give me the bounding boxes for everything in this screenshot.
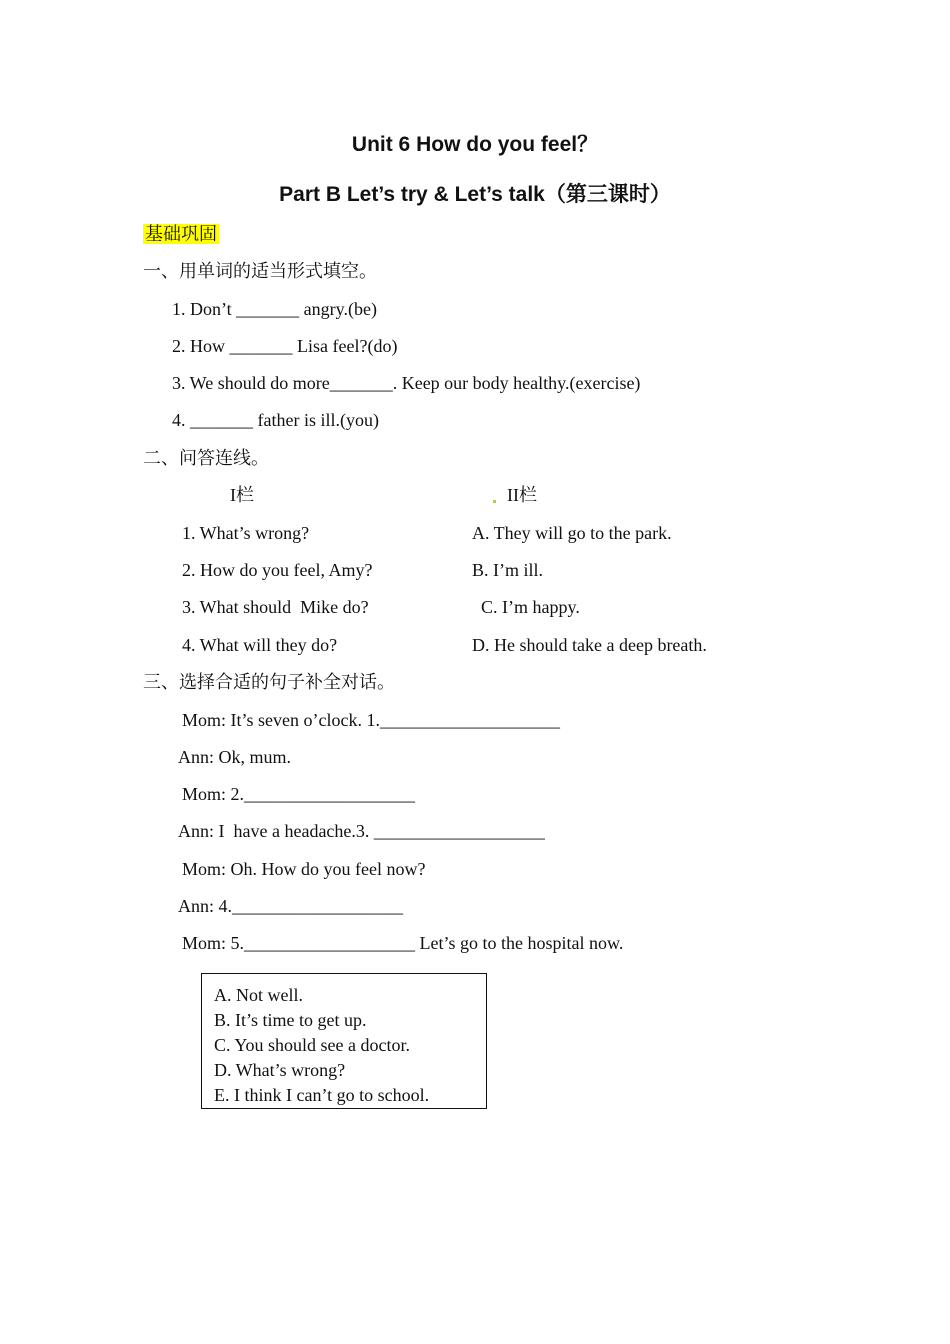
page-subtitle: Part B Let’s try & Let’s talk（第三课时） bbox=[279, 183, 671, 206]
dialogue-line-6: Ann: 4.___________________ bbox=[178, 896, 403, 916]
option-b: B. It’s time to get up. bbox=[214, 1010, 367, 1030]
option-e: E. I think I can’t go to school. bbox=[214, 1085, 430, 1105]
dialogue-line-3: Mom: 2.___________________ bbox=[182, 784, 416, 804]
option-c: C. You should see a doctor. bbox=[214, 1035, 411, 1055]
fill-item-2: 2. How _______ Lisa feel?(do) bbox=[172, 336, 398, 356]
fill-item-4: 4. _______ father is ill.(you) bbox=[172, 410, 379, 430]
column2-header: II栏 bbox=[507, 485, 537, 505]
answer-d: D. He should take a deep breath. bbox=[472, 635, 707, 655]
answer-c: C. I’m happy. bbox=[481, 597, 580, 617]
section1-heading: 一、用单词的适当形式填空。 bbox=[143, 261, 377, 281]
option-d: D. What’s wrong? bbox=[214, 1060, 346, 1080]
dialogue-line-7: Mom: 5.___________________ Let’s go to the hospital now. bbox=[182, 933, 624, 953]
section3-heading: 三、选择合适的句子补全对话。 bbox=[143, 672, 395, 692]
mark-dot bbox=[493, 500, 496, 503]
fill-item-3: 3. We should do more_______. Keep our body healthy.(exercise) bbox=[172, 373, 641, 393]
section-badge bbox=[143, 223, 219, 245]
dialogue-line-5: Mom: Oh. How do you feel now? bbox=[182, 859, 426, 879]
dialogue-line-1: Mom: It’s seven o’clock. 1.____________________ bbox=[182, 710, 560, 730]
column1-header: I栏 bbox=[230, 485, 254, 505]
badge-text: 基础巩固 bbox=[145, 224, 217, 244]
page-title: Unit 6 How do you feel？ bbox=[351, 133, 599, 156]
dialogue-line-2: Ann: Ok, mum. bbox=[178, 747, 292, 767]
options-box bbox=[201, 973, 487, 1109]
question-1: 1. What’s wrong? bbox=[182, 523, 310, 543]
question-3: 3. What should Mike do? bbox=[182, 597, 369, 617]
dialogue-line-4: Ann: I have a headache.3. ___________________ bbox=[178, 821, 545, 841]
column2-header-wrap bbox=[492, 484, 537, 506]
section2-heading: 二、问答连线。 bbox=[143, 448, 269, 468]
question-4: 4. What will they do? bbox=[182, 635, 338, 655]
answer-b: B. I’m ill. bbox=[472, 560, 543, 580]
option-a: A. Not well. bbox=[214, 985, 303, 1005]
question-2: 2. How do you feel, Amy? bbox=[182, 560, 373, 580]
fill-item-1: 1. Don’t _______ angry.(be) bbox=[172, 299, 377, 319]
answer-a: A. They will go to the park. bbox=[472, 523, 672, 543]
